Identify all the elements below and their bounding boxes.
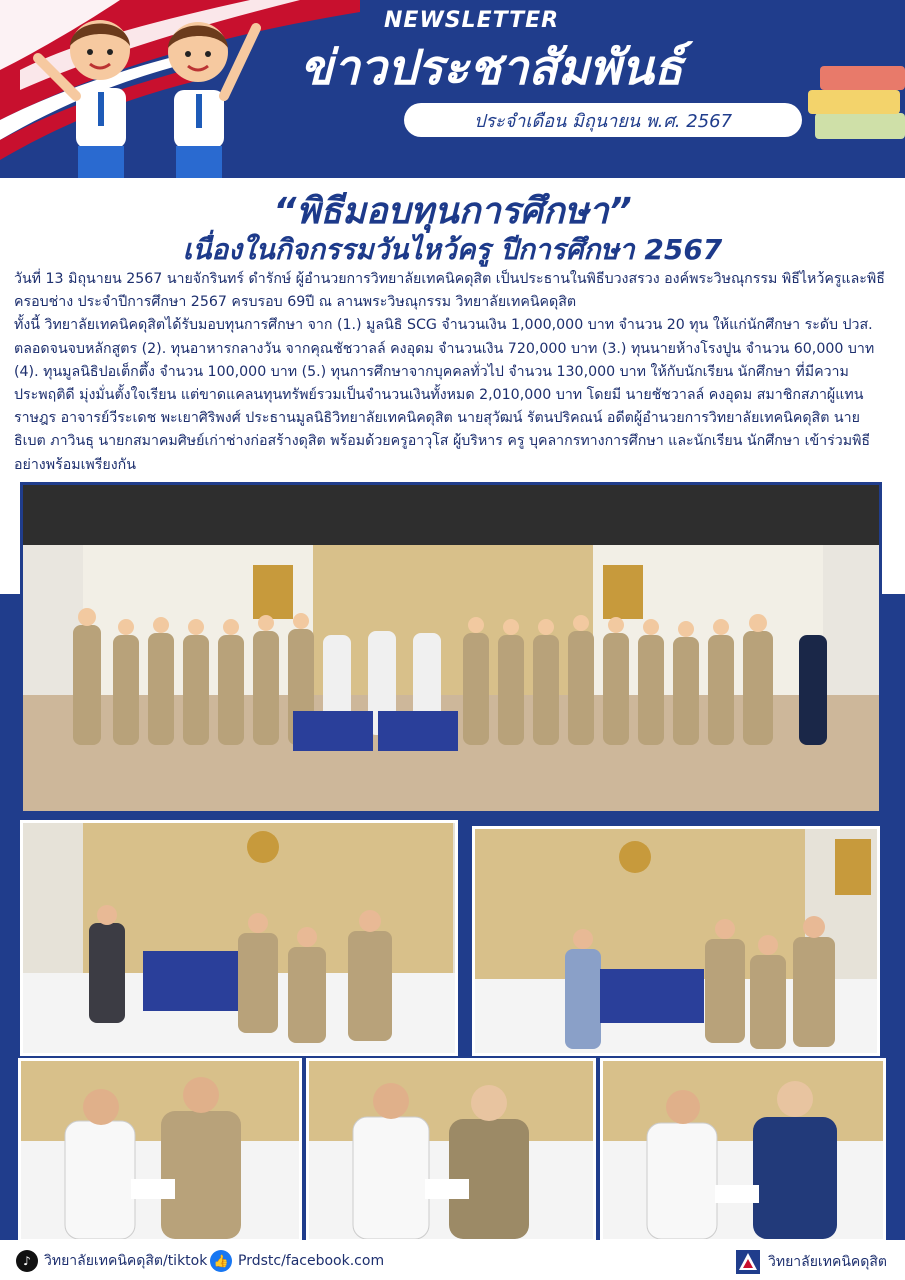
student-receives-envelope-photo-2 bbox=[306, 1058, 596, 1242]
scholarship-handover-photo-1 bbox=[20, 820, 458, 1056]
newsletter-title: ข่าวประชาสัมพันธ์ bbox=[300, 40, 683, 96]
student-receives-envelope-photo-3 bbox=[600, 1058, 886, 1242]
tiktok-icon: ♪ bbox=[16, 1250, 38, 1272]
group-photo bbox=[20, 482, 882, 814]
article-paragraph-1: วันที่ 13 มิถุนายน 2567 นายจักรินทร์ ดำรักษ์ ผู้อำนวยการวิทยาลัยเทคนิคดุสิต เป็นประธานในพิธีบวงสรวง องค์พระวิษณุกรรม พิธีไหว้ครูและพิธีครอบช่าง ประจำปีการศึกษา 2567 ครบรอบ 69ปี ณ ลานพระวิษณุกรรม วิทยาลัยเทคนิคดุสิต bbox=[14, 271, 885, 311]
tiktok-link[interactable] bbox=[16, 1250, 207, 1272]
student-receives-envelope-photo-1 bbox=[18, 1058, 302, 1242]
issue-date: ประจำเดือน มิถุนายน พ.ศ. 2567 bbox=[404, 103, 802, 137]
article-body bbox=[14, 268, 890, 477]
scholarship-handover-photo-2 bbox=[472, 826, 880, 1056]
article-paragraph-2: ทั้งนี้ วิทยาลัยเทคนิคดุสิตได้รับมอบทุนการศึกษา จาก (1.) มูลนิธิ SCG จำนวนเงิน 1,000,000 บาท จำนวน 20 ทุน ให้แก่นักศึกษา ระดับ ปวส. ตลอดจนจบหลักสูตร (2). ทุนอาหารกลางวัน จากคุณชัชวาลล์ คงอุดม จำนวนเงิน 720,000 บาท (3.) ทุนนายห้างโรงปูน จำนวน 60,000 บาท (4). ทุนมูลนิธิปอเต็กตึ้ง จำนวน 100,000 บาท (5.) ทุนการศึกษาจากบุคคลทั่วไป จำนวน 130,000 บาท ให้กับนักเรียน นักศึกษา ที่มีความประพฤติดี มุ่งมั่นตั้งใจเรียน แต่ขาดแคลนทุนทรัพย์รวมเป็นจำนวนเงินทั้งหมด 2,010,000 บาท โดยมี นายชัชวาลล์ คงอุดม สมาชิกสภาผู้แทนราษฎร อาจารย์วีระเดช พะเยาศิริพงศ์ ประธานมูลนิธิวิทยาลัยเทคนิคดุสิต นายสุวัฒน์ รัตนปริคณน์ อดีตผู้อำนวยการวิทยาลัยเทคนิคดุสิต นายธิเบต ภาวินธุ นายกสมาคมศิษย์เก่าช่างก่อสร้างดุสิต พร้อมด้วยครูอาวุโส ผู้บริหาร ครู บุคลากรทางการศึกษา และนักเรียน นักศึกษา เข้าร่วมพิธีอย่างพร้อมเพรียงกัน bbox=[14, 317, 875, 473]
students-cartoon-illustration bbox=[28, 8, 268, 178]
newsletter-header bbox=[0, 0, 905, 178]
college-name bbox=[736, 1250, 887, 1274]
facebook-link[interactable] bbox=[210, 1250, 384, 1272]
headline-subtitle: เนื่องในกิจกรรมวันไหว้ครู ปีการศึกษา 2567 bbox=[182, 233, 723, 266]
facebook-label: Prdstc/facebook.com bbox=[238, 1253, 385, 1269]
tiktok-label: วิทยาลัยเทคนิคดุสิต/tiktok bbox=[44, 1253, 208, 1269]
headline-title: “พิธีมอบทุนการศึกษา” bbox=[273, 191, 632, 232]
books-illustration bbox=[800, 58, 905, 148]
footer bbox=[0, 1242, 905, 1280]
facebook-like-icon: 👍 bbox=[210, 1250, 232, 1272]
college-logo-icon bbox=[736, 1250, 760, 1274]
college-label: วิทยาลัยเทคนิคดุสิต bbox=[768, 1254, 887, 1270]
newsletter-label: NEWSLETTER bbox=[384, 8, 560, 33]
